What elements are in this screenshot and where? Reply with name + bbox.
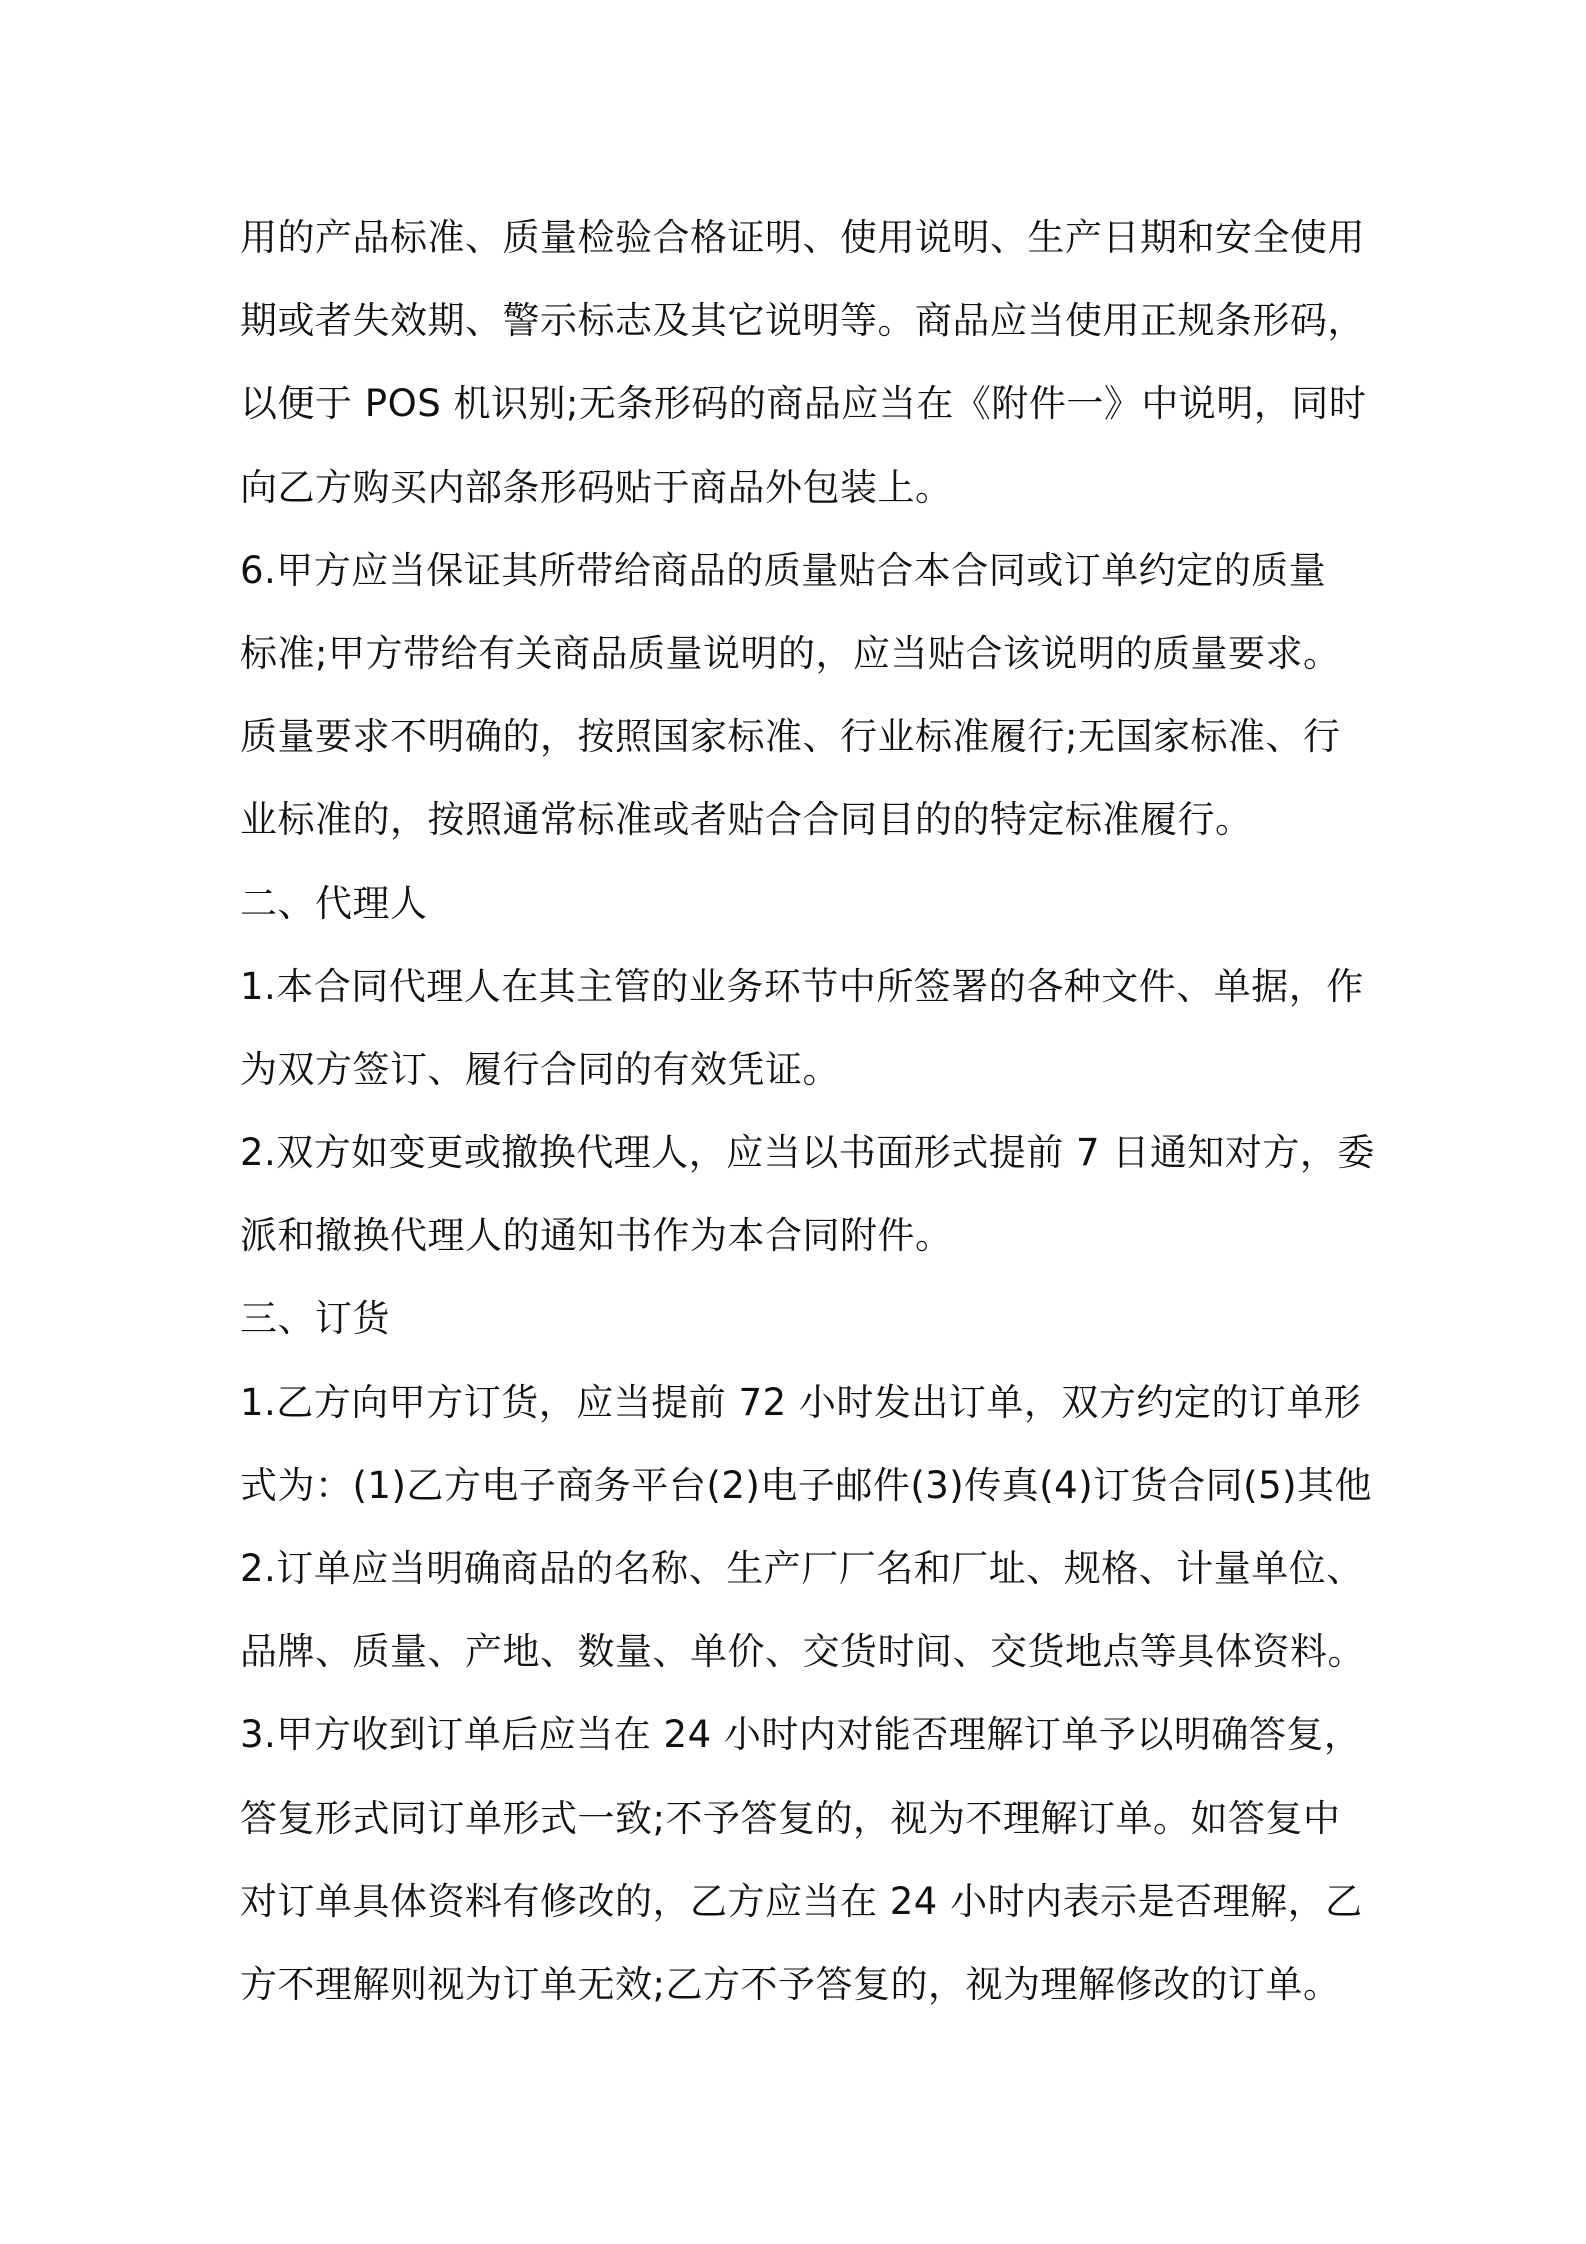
text-line: 质量要求不明确的，按照国家标准、行业标准履行;无国家标准、行 bbox=[240, 715, 1341, 759]
text-line: 标准;甲方带给有关商品质量说明的，应当贴合该说明的质量要求。 bbox=[240, 631, 1341, 675]
document-body bbox=[240, 196, 1375, 2026]
text-line: 为双方签订、履行合同的有效凭证。 bbox=[240, 1047, 840, 1091]
ordering-clause-3: 3.甲方收到订单后应当在 24 小时内对能否理解订单予以明确答复， bbox=[240, 1713, 1362, 1757]
text-line: 用的产品标准、质量检验合格证明、使用说明、生产日期和安全使用 bbox=[240, 216, 1365, 259]
text-line: 以便于 POS 机识别;无条形码的商品应当在《附件一》中说明，同时 bbox=[240, 382, 1367, 426]
text-line: 派和撤换代理人的通知书作为本合同附件。 bbox=[240, 1214, 953, 1258]
ordering-clause-2: 2.订单应当明确商品的名称、生产厂厂名和厂址、规格、计量单位、 bbox=[240, 1547, 1364, 1590]
text-line: 方不理解则视为订单无效;乙方不予答复的，视为理解修改的订单。 bbox=[240, 1962, 1341, 2006]
agent-clause-2: 2.双方如变更或撤换代理人，应当以书面形式提前 7 日通知对方，委 bbox=[240, 1131, 1375, 1175]
section-heading-agent: 二、代理人 bbox=[240, 881, 428, 925]
text-line: 对订单具体资料有修改的，乙方应当在 24 小时内表示是否理解，乙 bbox=[240, 1879, 1363, 1923]
ordering-clause-1: 1.乙方向甲方订货，应当提前 72 小时发出订单，双方约定的订单形 bbox=[240, 1380, 1362, 1424]
agent-clause-1: 1.本合同代理人在其主管的业务环节中所签署的各种文件、单据，作 bbox=[240, 964, 1364, 1008]
text-line: 答复形式同订单形式一致;不予答复的，视为不理解订单。如答复中 bbox=[240, 1796, 1341, 1840]
text-line: 向乙方购买内部条形码贴于商品外包装上。 bbox=[240, 465, 953, 509]
text-line: 期或者失效期、警示标志及其它说明等。商品应当使用正规条形码， bbox=[240, 299, 1365, 343]
clause-6: 6.甲方应当保证其所带给商品的质量贴合本合同或订单约定的质量 bbox=[240, 548, 1327, 592]
text-line: 业标准的，按照通常标准或者贴合合同目的的特定标准履行。 bbox=[240, 798, 1253, 842]
text-line: 品牌、质量、产地、数量、单价、交货时间、交货地点等具体资料。 bbox=[240, 1630, 1365, 1674]
text-line: 式为：(1)乙方电子商务平台(2)电子邮件(3)传真(4)订货合同(5)其他 bbox=[240, 1463, 1373, 1507]
section-heading-ordering: 三、订货 bbox=[240, 1297, 390, 1341]
